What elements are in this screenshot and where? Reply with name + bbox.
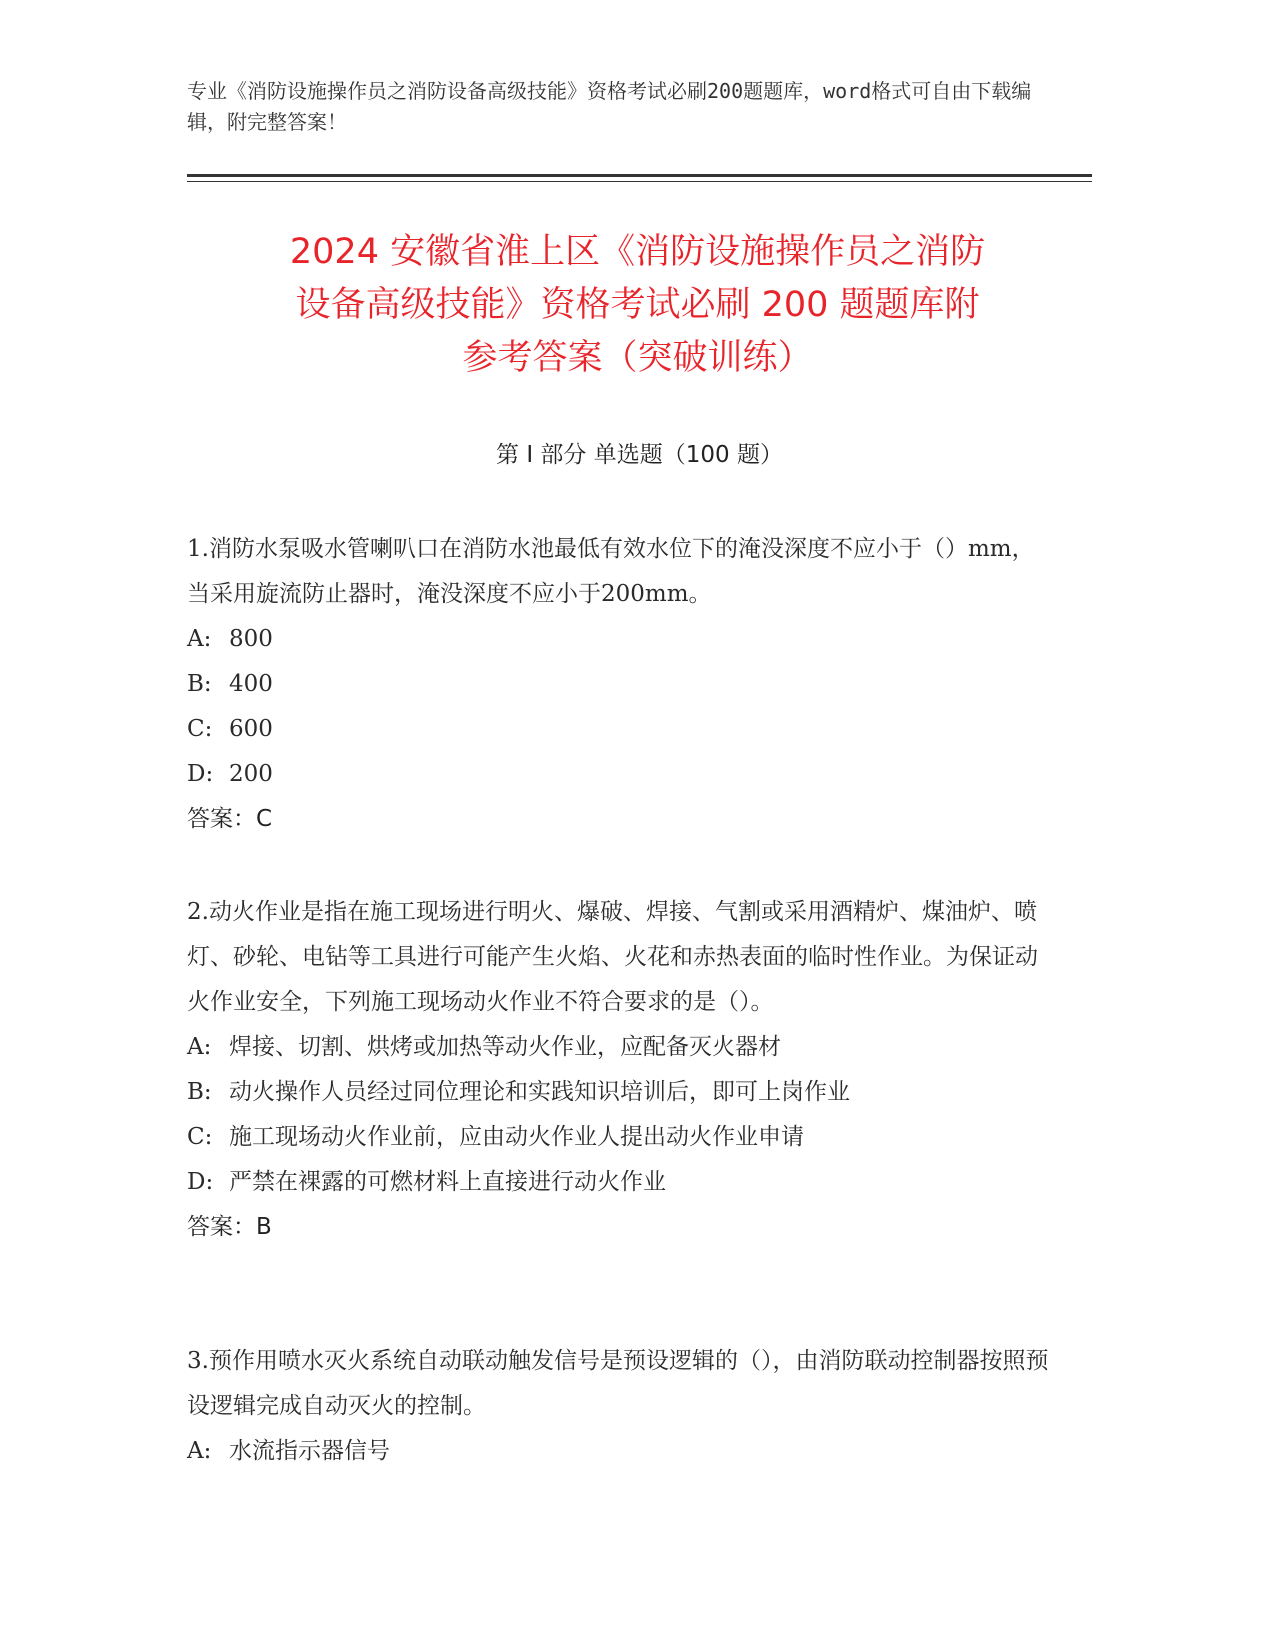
option-key: C: [187, 716, 213, 742]
option-key: A: [187, 1034, 212, 1060]
title-line-1: 2024 安徽省淮上区《消防设施操作员之消防 [289, 232, 986, 272]
answer-line: 答案：B [187, 1214, 272, 1240]
option-c [187, 1115, 1057, 1160]
option-a [187, 1025, 1057, 1070]
header-rule-thin [187, 181, 1092, 182]
option-text: 动火操作人员经过同位理论和实践知识培训后，即可上岗作业 [229, 1079, 850, 1105]
question-3 [187, 1339, 1057, 1474]
option-text: 焊接、切割、烘烤或加热等动火作业，应配备灭火器材 [229, 1034, 781, 1060]
option-text: 600 [229, 716, 273, 742]
question-2 [187, 890, 1057, 1250]
option-b [187, 662, 1057, 707]
option-key: B: [187, 1079, 212, 1105]
header-rule-thick [187, 174, 1092, 177]
option-text: 施工现场动火作业前，应由动火作业人提出动火作业申请 [229, 1124, 804, 1150]
header-note: 专业《消防设施操作员之消防设备高级技能》资格考试必刷200题题库，word格式可自由下载编辑，附完整答案！ [187, 79, 1032, 134]
question-stem: 3.预作用喷水灭火系统自动联动触发信号是预设逻辑的（），由消防联动控制器按照预设逻辑完成自动灭火的控制。 [187, 1348, 1049, 1419]
option-text: 800 [229, 626, 273, 652]
document-title [160, 226, 1115, 385]
section-heading: 第 I 部分 单选题（100 题） [496, 442, 783, 468]
option-key: C: [187, 1124, 213, 1150]
title-line-2: 设备高级技能》资格考试必刷 200 题题库附 [295, 285, 980, 325]
option-b [187, 1070, 1057, 1115]
option-key: D: [187, 1169, 214, 1195]
question-stem: 2.动火作业是指在施工现场进行明火、爆破、焊接、气割或采用酒精炉、煤油炉、喷灯、砂轮、电钻等工具进行可能产生火焰、火花和赤热表面的临时性作业。为保证动火作业安全，下列施工现场动火作业不符合要求的是（）。 [187, 899, 1038, 1015]
option-key: A: [187, 1438, 212, 1464]
option-text: 严禁在裸露的可燃材料上直接进行动火作业 [229, 1169, 666, 1195]
option-a [187, 1429, 1057, 1474]
option-c [187, 707, 1057, 752]
option-text: 400 [229, 671, 273, 697]
option-key: B: [187, 671, 212, 697]
option-key: A: [187, 626, 212, 652]
title-line-3: 参考答案（突破训练） [462, 338, 813, 378]
option-key: D: [187, 761, 214, 787]
answer-line: 答案：C [187, 806, 273, 832]
option-text: 水流指示器信号 [229, 1438, 390, 1464]
option-a [187, 617, 1057, 662]
option-text: 200 [229, 761, 273, 787]
option-d [187, 752, 1057, 797]
question-1 [187, 527, 1057, 842]
option-d [187, 1160, 1057, 1205]
question-stem: 1.消防水泵吸水管喇叭口在消防水池最低有效水位下的淹没深度不应小于（）mm，当采用旋流防止器时，淹没深度不应小于200mm。 [187, 536, 1035, 607]
